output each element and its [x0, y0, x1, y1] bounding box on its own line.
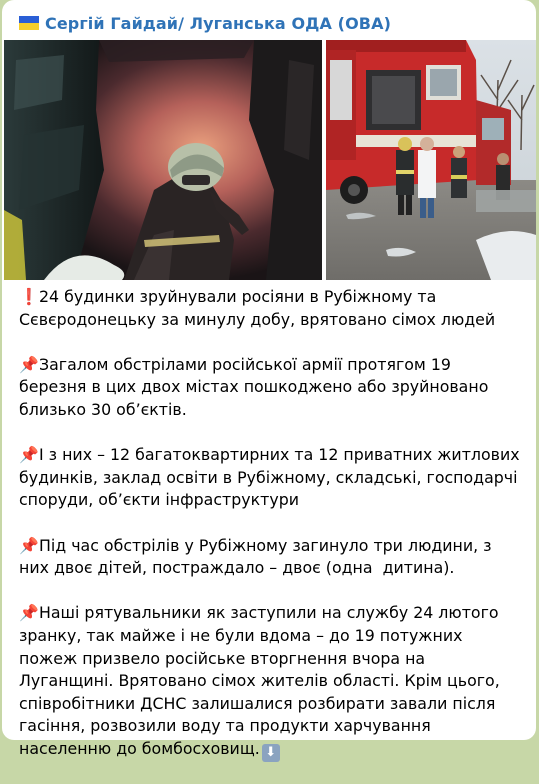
- message-paragraph: [19, 444, 523, 512]
- message-paragraph: [19, 535, 523, 580]
- author-row[interactable]: [19, 12, 391, 34]
- message-paragraph: [19, 286, 523, 331]
- message-bubble: [2, 0, 536, 760]
- down-arrow-icon: ⬇: [262, 744, 280, 762]
- paragraph-text: Загалом обстрілами російської армії протягом 19 березня в цих двох містах пошкоджено або зруйновано близько 30 об’єктів.: [19, 354, 494, 419]
- pushpin-icon: 📌: [19, 354, 39, 374]
- firefighter-in-burning-building-photo: [4, 40, 322, 280]
- fire-truck-and-rescuers-photo: [326, 40, 536, 280]
- pushpin-icon: 📌: [19, 445, 39, 465]
- author-name[interactable]: Сергій Гайдай/ Луганська ОДА (ОВА): [45, 13, 391, 33]
- photo-firefighter[interactable]: [4, 40, 322, 280]
- paragraph-text: І з них – 12 багатоквартирних та 12 приватних житлових будинків, заклад освіти в Рубіжному, складські, господарчі споруди, об’єкти інфраструктури: [19, 445, 525, 510]
- message-paragraph: [19, 354, 523, 422]
- message-text: [19, 286, 523, 784]
- paragraph-text: Наші рятувальники як заступили на службу 24 лютого зранку, так майже і не були вдома – до 19 потужних пожеж призвело російське вторгнення вчора на Луганщині. Врятовано сімох жителів області. Крім цього, співробітники ДСНС залишалися розбирати завали після гасіння, розвозили воду та продукти харчування населенню до бомбосховищ.: [19, 603, 505, 758]
- media-album: [4, 40, 536, 280]
- paragraph-text: 24 будинки зруйнували росіяни в Рубіжному та Сєвєродонецьку за минулу добу, врятовано сімох людей: [19, 287, 496, 329]
- pushpin-icon: 📌: [19, 535, 39, 555]
- exclamation-icon: ❗: [19, 287, 39, 306]
- message-paragraph: [19, 602, 523, 762]
- pushpin-icon: 📌: [19, 603, 39, 623]
- photo-fire-truck[interactable]: [326, 40, 536, 280]
- ukraine-flag-icon: [19, 16, 39, 30]
- paragraph-text: Під час обстрілів у Рубіжному загинуло три людини, з них двоє дітей, постраждало – двоє (одна дитина).: [19, 535, 497, 578]
